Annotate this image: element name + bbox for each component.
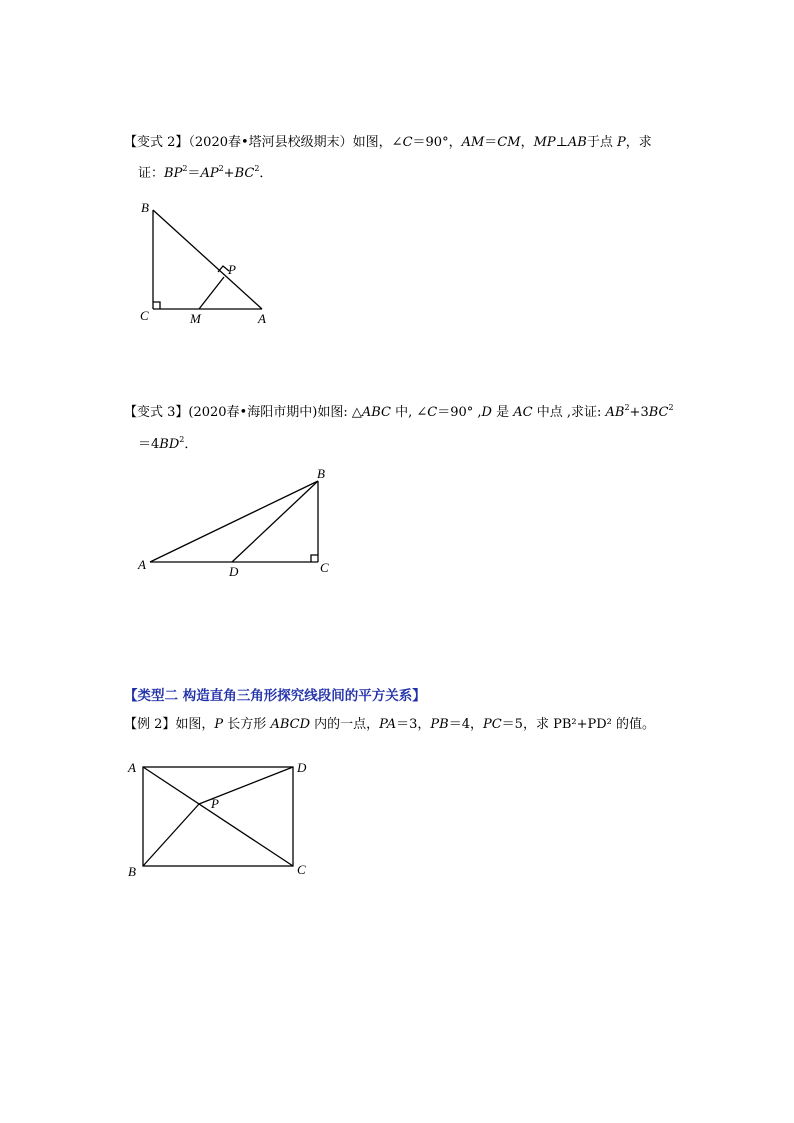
variant3-var: C <box>427 405 438 420</box>
example2-text: ＝3， <box>396 717 431 732</box>
label-p: P <box>211 796 219 811</box>
variant3-var: D <box>481 405 492 420</box>
variant2-var: C <box>402 135 413 150</box>
variant3-text: 是 <box>491 405 514 420</box>
variant2-var: BC <box>234 166 255 181</box>
label-a: A <box>258 311 266 326</box>
variant2-text: ＝90°， <box>412 135 462 150</box>
variant3-text: +3 <box>629 405 649 420</box>
example2-text: ＝4， <box>448 717 483 732</box>
variant2-text: ，求 <box>625 135 652 150</box>
label-a: A <box>138 557 146 572</box>
variant3-text: ． <box>184 437 198 452</box>
variant2-var: AM <box>461 135 485 150</box>
example2-var: ABCD <box>270 717 310 732</box>
exponent: 2 <box>182 164 188 173</box>
segment-pb <box>143 804 199 866</box>
variant2-text: 证： <box>138 166 165 181</box>
exponent: 2 <box>254 164 260 173</box>
label-b: B <box>141 200 149 215</box>
label-c: C <box>320 560 329 575</box>
variant3-var: BD <box>159 437 180 452</box>
label-p: P <box>228 262 236 277</box>
exponent: 2 <box>218 164 224 173</box>
variant2-text: ， <box>520 135 534 150</box>
label-b: B <box>317 466 325 481</box>
variant2-tag: 【变式 2】 <box>124 135 189 150</box>
exponent: 2 <box>179 435 185 444</box>
example2-text: 如图， <box>175 717 215 732</box>
variant2-var: BP <box>164 166 183 181</box>
label-d: D <box>297 760 307 775</box>
label-c: C <box>140 308 149 323</box>
example2-var: PA <box>379 717 397 732</box>
example2-text: ＝5，求 PB²+PD² 的值。 <box>501 717 655 732</box>
segment-ac <box>143 767 293 866</box>
variant3-var: ABC <box>361 405 391 420</box>
variant2-var: MP <box>533 135 556 150</box>
label-m: M <box>190 311 201 326</box>
example2-tag: 【例 2】 <box>124 717 176 732</box>
variant3-text: 中, ∠ <box>390 405 428 420</box>
variant2-var: CM <box>497 135 521 150</box>
variant3-var: AC <box>513 405 533 420</box>
variant3-text: ＝90° , <box>437 405 482 420</box>
variant2-text: 如图，∠ <box>352 135 403 150</box>
variant2-text: + <box>223 166 235 181</box>
exponent: 2 <box>624 403 630 412</box>
label-c: C <box>297 862 306 877</box>
variant2-var: AP <box>200 166 219 181</box>
label-b: B <box>128 864 136 879</box>
example2-text: 内的一点， <box>310 717 380 732</box>
variant2-text: ＝ <box>484 135 498 150</box>
example2-var: PC <box>482 717 502 732</box>
label-a: A <box>128 760 136 775</box>
variant3-var: BC <box>648 405 669 420</box>
example2-var: P <box>214 717 224 732</box>
exponent: 2 <box>668 403 674 412</box>
example2-text: 长方形 <box>223 717 271 732</box>
label-d: D <box>229 564 239 579</box>
variant3-text: 中点 ,求证: <box>532 405 606 420</box>
variant2-text: ⊥ <box>555 135 568 150</box>
variant2-var: AB <box>567 135 587 150</box>
variant3-text: 如图: △ <box>317 405 362 420</box>
variant2-var: P <box>616 135 626 150</box>
variant3-tag: 【变式 3】 <box>124 405 189 420</box>
variant3-var: AB <box>605 405 625 420</box>
variant3-text: ＝4 <box>138 437 160 452</box>
variant2-source: （2020春•塔河县校级期末） <box>188 135 353 150</box>
section-heading: 【类型二 构造直角三角形探究线段间的平方关系】 <box>124 688 426 704</box>
variant2-text: ． <box>259 166 273 181</box>
variant3-source: (2020春•海阳市期中) <box>188 405 318 420</box>
example2-var: PB <box>430 717 449 732</box>
variant2-text: ＝ <box>187 166 201 181</box>
variant2-text: 于点 <box>586 135 617 150</box>
